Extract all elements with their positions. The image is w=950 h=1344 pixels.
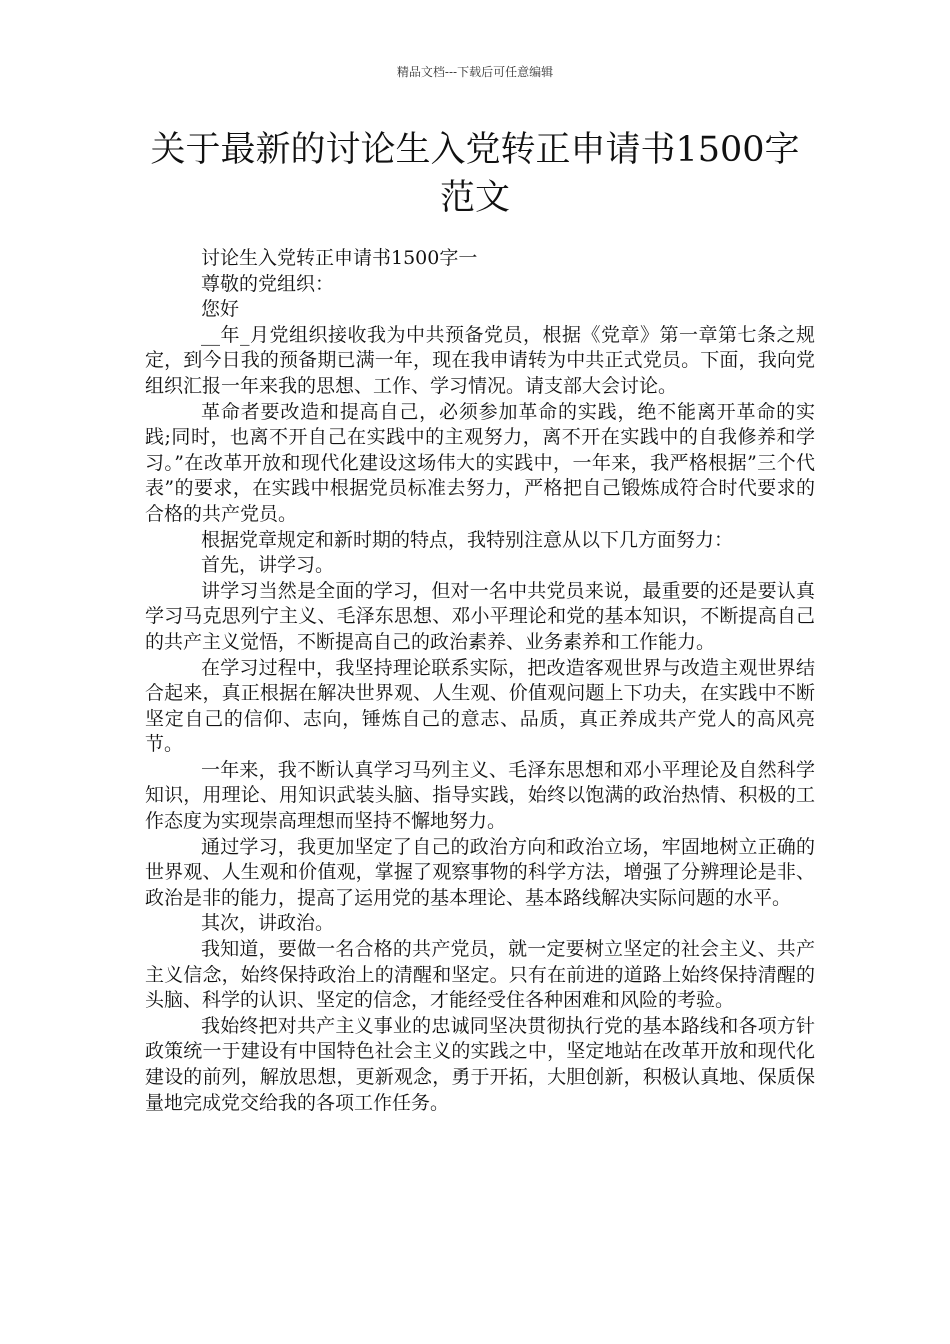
- document-title: [120, 126, 830, 222]
- section-heading-paragraph: 首先，讲学习。: [201, 554, 335, 577]
- document-body: [145, 246, 815, 1116]
- subtitle-paragraph: 讨论生入党转正申请书1500字一: [201, 247, 478, 269]
- body-paragraph: 讲学习当然是全面的学习，但对一名中共党员来说，最重要的还是要认真学习马克思列宁主义、毛泽东思想、邓小平理论和党的基本知识，不断提高自己的共产主义觉悟，不断提高自己的政治素养、业务素养和工作能力。: [145, 579, 815, 653]
- page-header: 精品文档---下载后可任意编辑: [396, 65, 554, 79]
- document-title-line-1: 关于最新的讨论生入党转正申请书1500字: [150, 130, 800, 170]
- body-paragraph: 我知道，要做一名合格的共产党员，就一定要树立坚定的社会主义、共产主义信念，始终保持政治上的清醒和坚定。只有在前进的道路上始终保持清醒的头脑、科学的认识、坚定的信念，才能经受住各种困难和风险的考验。: [145, 938, 815, 1012]
- body-paragraph: 通过学习，我更加坚定了自己的政治方向和政治立场，牢固地树立正确的世界观、人生观和价值观，掌握了观察事物的科学方法，增强了分辨理论是非、政治是非的能力，提高了运用党的基本理论、基本路线解决实际问题的水平。: [145, 835, 815, 909]
- document-title-line-2: 范文: [439, 178, 510, 218]
- body-paragraph: 一年来，我不断认真学习马列主义、毛泽东思想和邓小平理论及自然科学知识，用理论、用知识武装头脑、指导实践，始终以饱满的政治热情、积极的工作态度为实现崇高理想而坚持不懈地努力。: [145, 758, 815, 833]
- section-heading-paragraph: 其次，讲政治。: [201, 912, 335, 935]
- salutation-paragraph: 尊敬的党组织：: [201, 272, 335, 295]
- greeting-paragraph: 您好: [201, 298, 240, 321]
- body-paragraph: 在学习过程中，我坚持理论联系实际，把改造客观世界与改造主观世界结合起来，真正根据在解决世界观、人生观、价值观问题上下功夫，在实践中不断坚定自己的信仰、志向，锤炼自己的意志、品质，真正养成共产党人的高风亮节。: [145, 656, 815, 756]
- body-paragraph: 革命者要改造和提高自己，必须参加革命的实践，绝不能离开革命的实践;同时，也离不开自己在实践中的主观努力，离不开在实践中的自我修养和学习。”在改革开放和现代化建设这场伟大的实践中，一年来，我严格根据”三个代表”的要求，在实践中根据党员标准去努力，严格把自己锻炼成符合时代要求的合格的共产党员。: [145, 400, 815, 525]
- body-paragraph: __年_月党组织接收我为中共预备党员，根据《党章》第一章第七条之规定，到今日我的预备期已满一年，现在我申请转为中共正式党员。下面，我向党组织汇报一年来我的思想、工作、学习情况。请支部大会讨论。: [145, 323, 815, 397]
- body-paragraph: 我始终把对共产主义事业的忠诚同坚决贯彻执行党的基本路线和各项方针政策统一于建设有中国特色社会主义的实践之中，坚定地站在改革开放和现代化建设的前列，解放思想，更新观念，勇于开拓，大胆创新，积极认真地、保质保量地完成党交给我的各项工作任务。: [145, 1014, 815, 1114]
- body-paragraph: 根据党章规定和新时期的特点，我特别注意从以下几方面努力：: [201, 528, 734, 551]
